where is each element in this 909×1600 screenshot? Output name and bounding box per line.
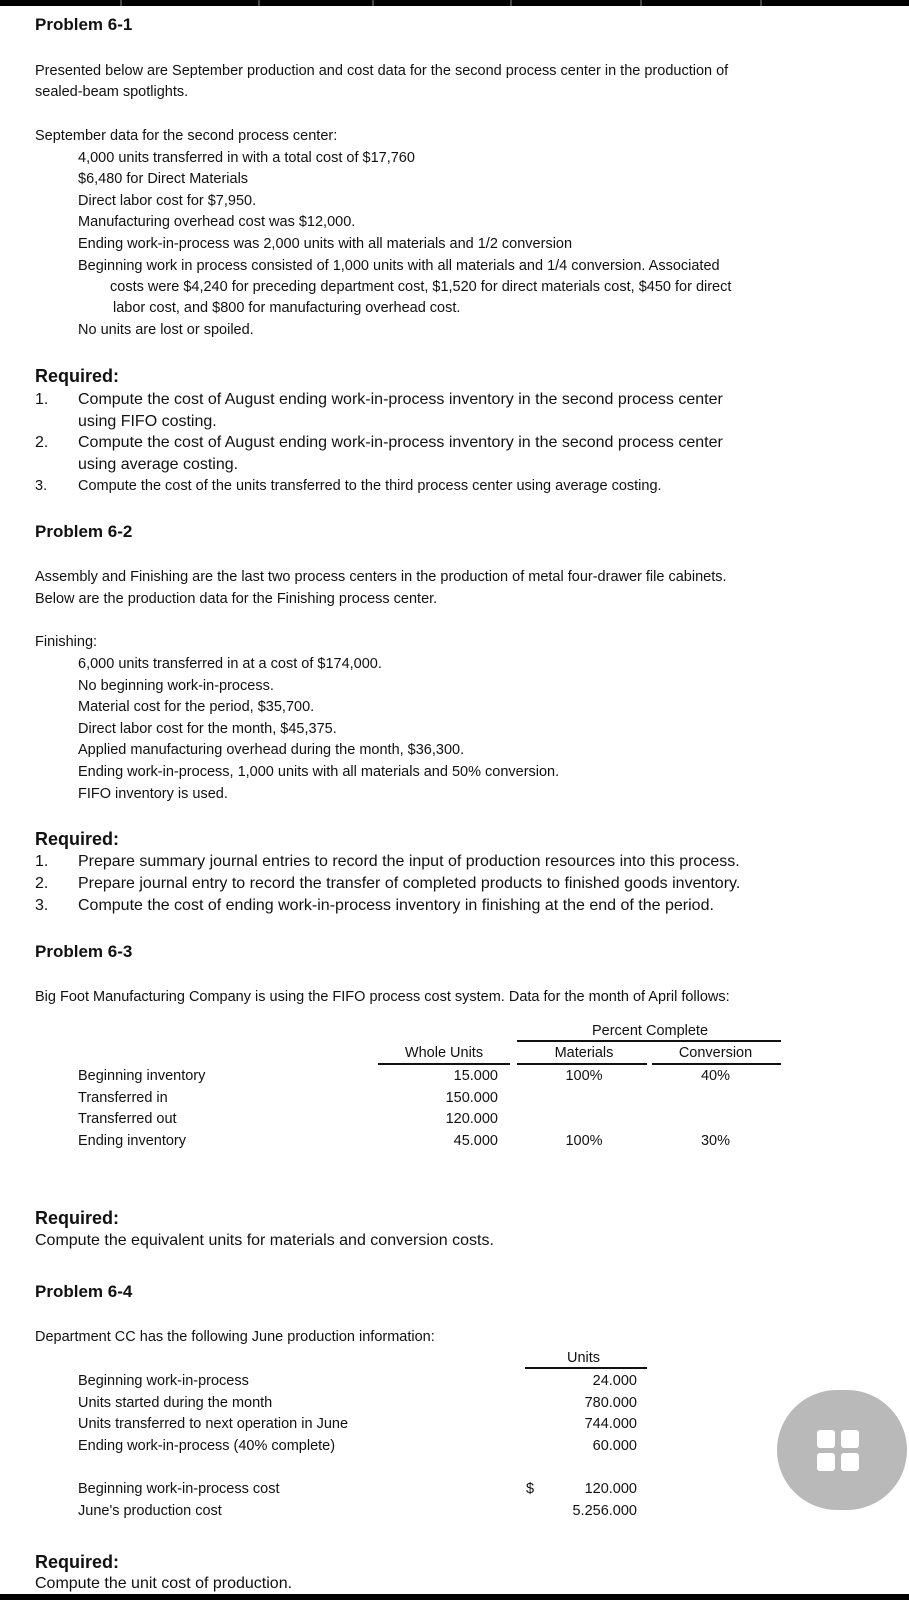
production-row-value: 780.000 [584, 1395, 637, 1411]
data-item: FIFO inventory is used. [78, 786, 228, 802]
data-item: Direct labor cost for the month, $45,375. [78, 721, 337, 737]
problem-6-1-intro-cont: sealed-beam spotlights. [35, 84, 189, 100]
table-cell-materials: 100% [565, 1133, 603, 1149]
data-item-cont: costs were $4,240 for preceding department cost, $1,520 for direct materials cost, $450 for direct [110, 279, 732, 295]
problem-6-2-title: Problem 6-2 [35, 522, 133, 541]
data-item: Ending work-in-process was 2,000 units with all materials and 1/2 conversion [78, 236, 573, 252]
col-header-conversion: Conversion [678, 1045, 753, 1061]
problem-6-4-required-text: Compute the unit cost of production. [35, 1575, 293, 1592]
header-rule [517, 1063, 647, 1065]
data-item: No units are lost or spoiled. [78, 322, 254, 338]
table-cell-units: 15.000 [453, 1068, 498, 1084]
table-cell-conversion: 30% [700, 1133, 731, 1149]
required-item: Compute the cost of the units transferred to the third process center using average costing. [78, 478, 662, 494]
problem-6-3-required-text: Compute the equivalent units for materials and conversion costs. [35, 1232, 494, 1249]
production-row-value: 744.000 [584, 1416, 637, 1432]
data-item: $6,480 for Direct Materials [78, 171, 249, 187]
production-row-value: 24.000 [592, 1373, 637, 1389]
cost-row-value: 5.256.000 [572, 1503, 637, 1519]
grid-view-button[interactable] [777, 1390, 907, 1510]
data-item-cont: labor cost, and $800 for manufacturing overhead cost. [113, 300, 461, 316]
table-cell-materials: 100% [565, 1068, 603, 1084]
required-item: Prepare summary journal entries to record the input of production resources into this process. [78, 853, 740, 870]
cost-row-currency: $ [526, 1481, 535, 1497]
required-item: Compute the cost of August ending work-in-process inventory in the second process center [78, 434, 723, 451]
problem-6-4-title: Problem 6-4 [35, 1282, 133, 1301]
percent-complete-header: Percent Complete [591, 1023, 709, 1039]
table-cell-conversion: 40% [700, 1068, 731, 1084]
data-item: Beginning work in process consisted of 1,000 units with all materials and 1/4 conversion. Associated [78, 258, 720, 274]
header-rule [525, 1367, 647, 1369]
production-row-label: Units transferred to next operation in June [78, 1416, 349, 1432]
production-row-label: Units started during the month [78, 1395, 273, 1411]
problem-6-2-required-label: Required: [35, 829, 120, 849]
production-row-label: Beginning work-in-process [78, 1373, 249, 1389]
col-header-units: Units [566, 1350, 601, 1366]
data-item: Manufacturing overhead cost was $12,000. [78, 214, 356, 230]
required-item: Compute the cost of August ending work-in-process inventory in the second process center [78, 391, 723, 408]
problem-6-4-intro: Department CC has the following June production information: [35, 1329, 435, 1345]
data-item: Ending work-in-process, 1,000 units with all materials and 50% conversion. [78, 764, 560, 780]
data-item: No beginning work-in-process. [78, 678, 274, 694]
cost-row-label: Beginning work-in-process cost [78, 1481, 280, 1497]
top-bar [0, 0, 909, 6]
data-item: Direct labor cost for $7,950. [78, 193, 257, 209]
table-row-label: Transferred in [78, 1090, 168, 1106]
required-num: 1. [35, 391, 49, 408]
table-cell-units: 120.000 [445, 1111, 498, 1127]
production-row-label: Ending work-in-process (40% complete) [78, 1438, 336, 1454]
data-item: Material cost for the period, $35,700. [78, 699, 315, 715]
required-num: 2. [35, 434, 49, 451]
problem-6-2-intro: Assembly and Finishing are the last two process centers in the production of metal four-drawer file cabinets. [35, 569, 727, 585]
bottom-bar [0, 1594, 909, 1600]
required-item: Prepare journal entry to record the transfer of completed products to finished goods inventory. [78, 875, 741, 892]
header-rule [517, 1040, 781, 1042]
data-item: 4,000 units transferred in with a total cost of $17,760 [78, 150, 415, 166]
table-row-label: Beginning inventory [78, 1068, 206, 1084]
problem-6-4-required-label: Required: [35, 1552, 120, 1572]
table-cell-units: 45.000 [453, 1133, 498, 1149]
problem-6-2-intro-cont: Below are the production data for the Finishing process center. [35, 591, 438, 607]
data-item: Applied manufacturing overhead during the month, $36,300. [78, 742, 465, 758]
required-item-cont: using FIFO costing. [78, 413, 217, 430]
required-item: Compute the cost of ending work-in-process inventory in finishing at the end of the period. [78, 897, 714, 914]
col-header-whole-units: Whole Units [404, 1045, 484, 1061]
required-num: 2. [35, 875, 49, 892]
header-rule [652, 1063, 781, 1065]
data-item: 6,000 units transferred in at a cost of $174,000. [78, 656, 382, 672]
required-num: 3. [35, 897, 49, 914]
problem-6-1-intro: Presented below are September production and cost data for the second process center in the production of [35, 63, 729, 79]
col-header-materials: Materials [554, 1045, 614, 1061]
cost-row-value: 120.000 [584, 1481, 637, 1497]
problem-6-1-data-heading: September data for the second process center: [35, 128, 338, 144]
header-rule [378, 1063, 510, 1065]
problem-6-1-required-label: Required: [35, 366, 120, 386]
production-row-value: 60.000 [592, 1438, 637, 1454]
required-item-cont: using average costing. [78, 456, 239, 473]
cost-row-label: June's production cost [78, 1503, 222, 1519]
table-row-label: Ending inventory [78, 1133, 187, 1149]
problem-6-1-title: Problem 6-1 [35, 15, 133, 34]
problem-6-3-intro: Big Foot Manufacturing Company is using the FIFO process cost system. Data for the month of April follows: [35, 989, 730, 1005]
required-num: 1. [35, 853, 49, 870]
problem-6-2-data-heading: Finishing: [35, 634, 98, 650]
problem-6-3-required-label: Required: [35, 1208, 120, 1228]
problem-6-3-title: Problem 6-3 [35, 942, 133, 961]
table-row-label: Transferred out [78, 1111, 177, 1127]
table-cell-units: 150.000 [445, 1090, 498, 1106]
required-num: 3. [35, 478, 48, 494]
